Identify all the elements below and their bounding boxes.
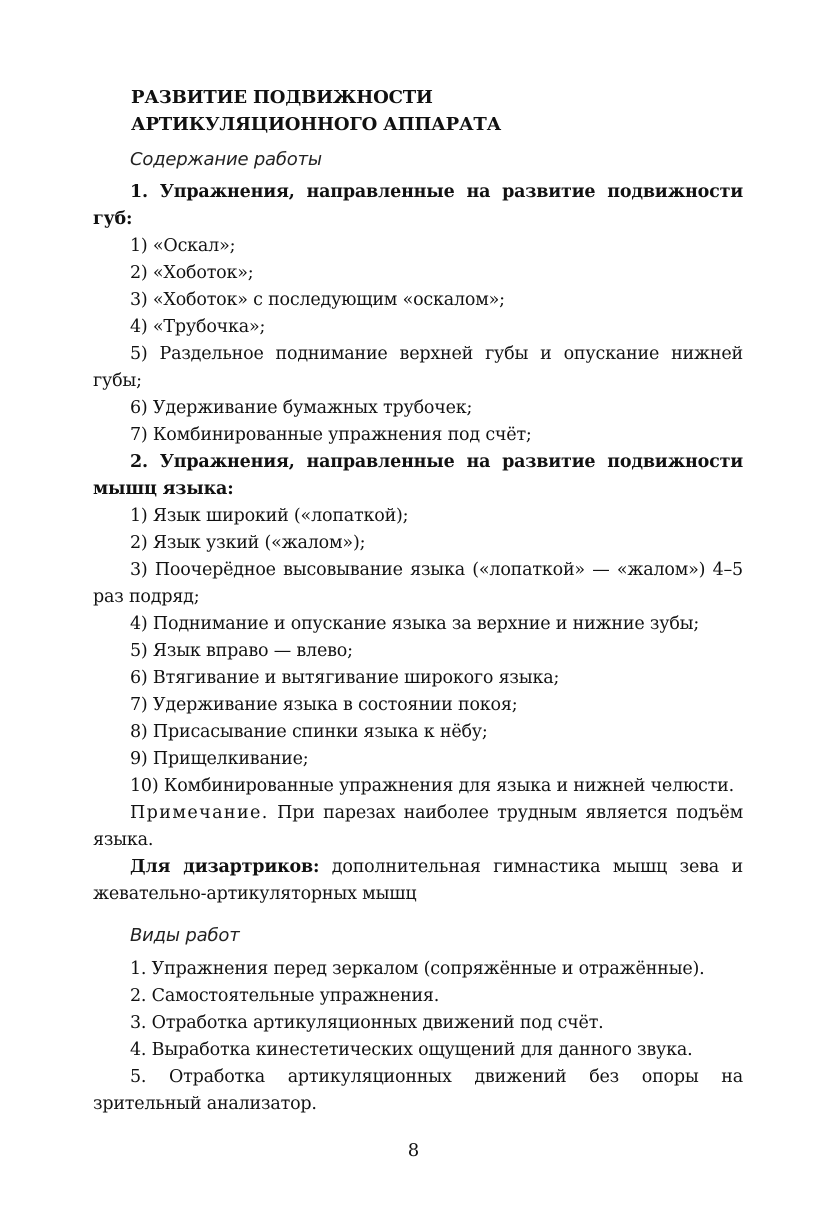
lips-exercise-item: 6) Удерживание бумажных трубочек; — [130, 398, 473, 418]
section-heading-work-types: Виды работ — [130, 925, 240, 946]
lips-exercise-item: 3) «Хоботок» с последующим «оскалом»; — [130, 290, 505, 310]
dysarthric-text: дополнительная гимнастика мышц зева и жевательно-артикуляторных мышц — [93, 857, 743, 904]
tongue-exercise-item: 10) Комбинированные упражнения для языка и нижней челюсти. — [130, 776, 734, 796]
note-text: При парезах наиболее трудным является подъём языка. — [93, 803, 743, 850]
tongue-exercise-item: 9) Прищелкивание; — [130, 749, 309, 769]
tongue-exercise-item: 4) Поднимание и опускание языка за верхние и нижние зубы; — [130, 614, 700, 634]
tongue-exercise-item: 2) Язык узкий («жалом»); — [130, 533, 366, 553]
tongue-exercise-item: 7) Удерживание языка в состоянии покоя; — [130, 695, 518, 715]
lips-exercise-item: 5) Раздельное поднимание верхней губы и опускание нижней губы; — [93, 344, 743, 391]
work-type-item: 3. Отработка артикуляционных движений под счёт. — [130, 1013, 604, 1033]
lips-exercise-item: 1) «Оскал»; — [130, 236, 236, 256]
title-line-2: АРТИКУЛЯЦИОННОГО АППАРАТА — [131, 114, 502, 135]
work-type-item: 4. Выработка кинестетических ощущений для данного звука. — [130, 1040, 693, 1060]
section-heading-content: Содержание работы — [130, 149, 322, 170]
lips-exercises-heading: 1. Упражнения, направленные на развитие подвижности губ: — [93, 182, 743, 229]
lips-exercise-item: 4) «Трубочка»; — [130, 317, 266, 337]
title-line-1: РАЗВИТИЕ ПОДВИЖНОСТИ — [131, 87, 433, 108]
tongue-exercise-item: 1) Язык широкий («лопаткой); — [130, 506, 409, 526]
page-title — [131, 84, 743, 138]
tongue-exercise-item: 3) Поочерёдное высовывание языка («лопаткой» — «жалом») 4–5 раз подряд; — [93, 560, 743, 607]
dysarthric-paragraph — [93, 854, 743, 908]
lips-exercise-item: 7) Комбинированные упражнения под счёт; — [130, 425, 532, 445]
page-body — [93, 84, 743, 1118]
dysarthric-label: Для дизартриков: — [130, 857, 320, 877]
work-type-item: 5. Отработка артикуляционных движений без опоры на зрительный анализатор. — [93, 1067, 743, 1114]
note-paragraph — [93, 800, 743, 854]
work-type-item: 2. Самостоятельные упражнения. — [130, 986, 440, 1006]
tongue-exercise-item: 8) Присасывание спинки языка к нёбу; — [130, 722, 488, 742]
note-label: Примечание. — [130, 803, 269, 823]
tongue-exercise-item: 5) Язык вправо — влево; — [130, 641, 353, 661]
tongue-exercises-heading: 2. Упражнения, направленные на развитие подвижности мышц языка: — [93, 452, 743, 499]
lips-exercise-item: 2) «Хоботок»; — [130, 263, 254, 283]
page-number: 8 — [407, 1140, 420, 1161]
work-type-item: 1. Упражнения перед зеркалом (сопряжённые и отражённые). — [130, 959, 705, 979]
tongue-exercise-item: 6) Втягивание и вытягивание широкого языка; — [130, 668, 560, 688]
